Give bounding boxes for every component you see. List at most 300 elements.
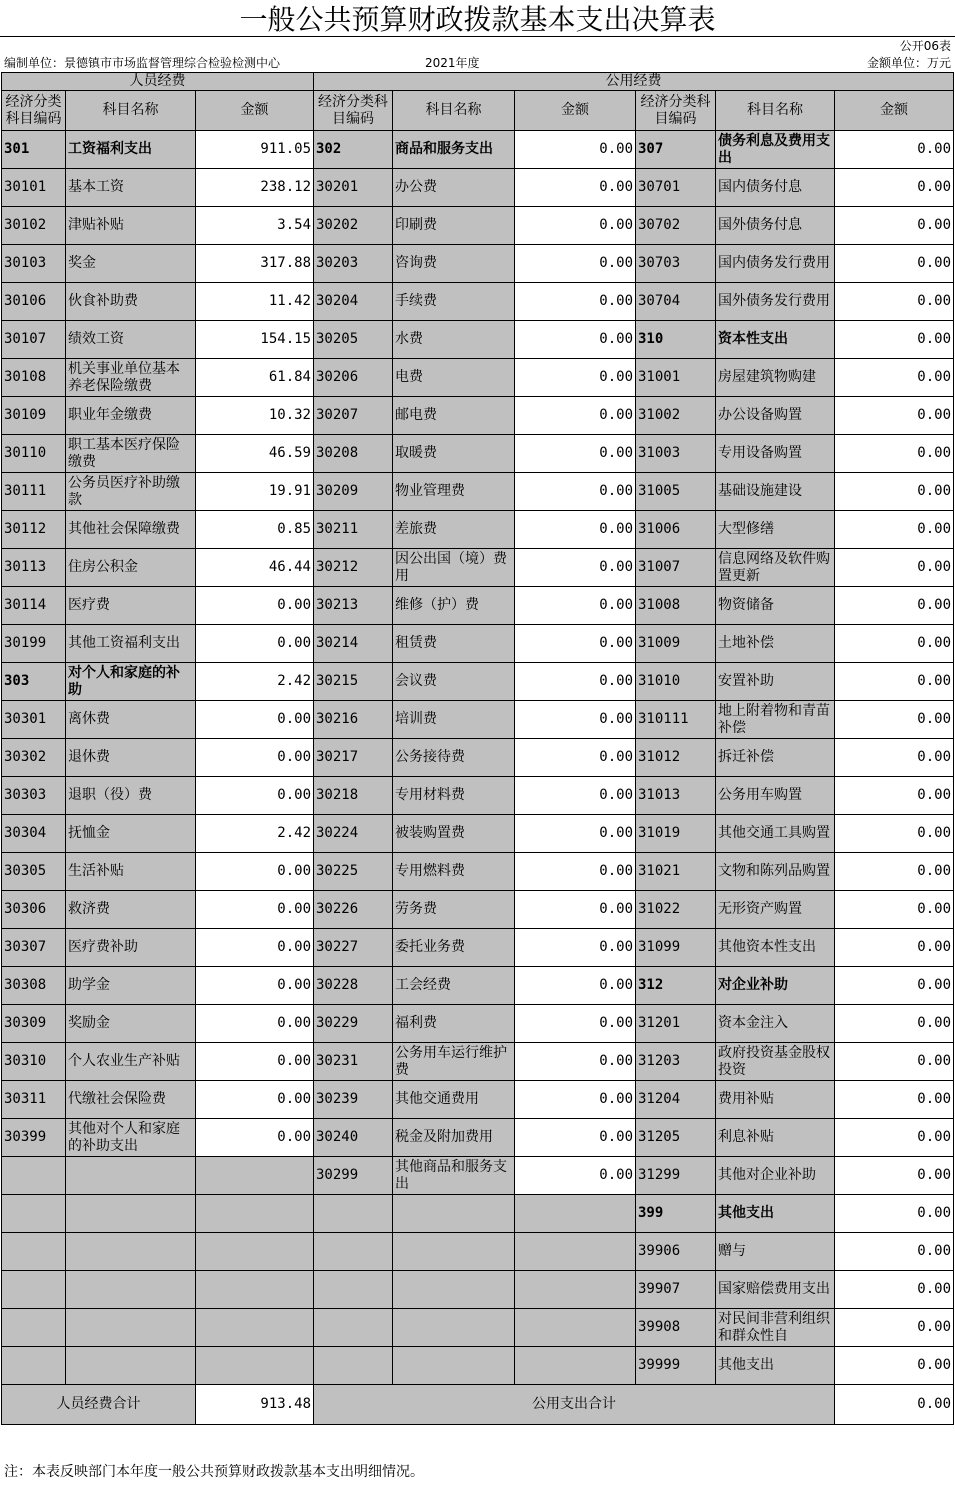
cell-name: 委托业务费 [393,929,515,967]
cell-name: 对民间非营利组织和群众性自 [716,1309,835,1347]
cell-amount [196,1347,314,1385]
cell-code [2,1347,66,1385]
table-row [2,207,954,245]
table-row [2,587,954,625]
cell-amount: 0.00 [835,777,954,815]
cell-amount: 0.00 [835,1043,954,1081]
cell-amount: 0.00 [515,359,636,397]
cell-name: 奖励金 [66,1005,196,1043]
header-code-1: 经济分类科目编码 [2,91,66,131]
cell-amount: 0.00 [515,397,636,435]
table-row [2,1233,954,1271]
cell-amount: 0.00 [835,511,954,549]
cell-amount: 0.00 [196,625,314,663]
cell-code: 30204 [314,283,393,321]
cell-name: 对企业补助 [716,967,835,1005]
table-row [2,131,954,169]
cell-amount [196,1157,314,1195]
table-row [2,891,954,929]
cell-amount: 0.00 [835,1271,954,1309]
cell-code: 30229 [314,1005,393,1043]
cell-amount: 0.00 [515,815,636,853]
column-header-row [2,91,954,131]
cell-code: 307 [636,131,716,169]
cell-code: 30306 [2,891,66,929]
cell-amount: 0.00 [196,1043,314,1081]
personnel-total-label: 人员经费合计 [2,1385,196,1425]
cell-code [2,1195,66,1233]
cell-code: 31003 [636,435,716,473]
cell-amount: 0.00 [835,853,954,891]
cell-amount: 238.12 [196,169,314,207]
cell-amount: 0.00 [835,625,954,663]
cell-code: 30217 [314,739,393,777]
table-row [2,321,954,359]
cell-amount: 0.00 [515,131,636,169]
cell-code: 303 [2,663,66,701]
cell-name: 对个人和家庭的补助 [66,663,196,701]
cell-amount: 0.00 [835,549,954,587]
reporting-unit: 编制单位：景德镇市市场监督管理综合检验检测中心 [4,56,281,70]
cell-amount: 0.85 [196,511,314,549]
cell-name: 咨询费 [393,245,515,283]
cell-amount: 0.00 [515,473,636,511]
cell-code: 30215 [314,663,393,701]
cell-name: 信息网络及软件购置更新 [716,549,835,587]
cell-name: 文物和陈列品购置 [716,853,835,891]
cell-name: 机关事业单位基本养老保险缴费 [66,359,196,397]
cell-code: 30213 [314,587,393,625]
table-row [2,435,954,473]
page-title: 一般公共预算财政拨款基本支出决算表 [239,3,716,36]
cell-name: 债务利息及费用支出 [716,131,835,169]
personnel-total-value: 913.48 [196,1385,314,1425]
header-amount-2: 金额 [515,91,636,131]
table-row [2,1043,954,1081]
cell-amount: 0.00 [835,587,954,625]
cell-name: 其他支出 [716,1347,835,1385]
cell-name [393,1233,515,1271]
cell-amount: 0.00 [515,207,636,245]
cell-code: 30212 [314,549,393,587]
cell-amount: 0.00 [515,1005,636,1043]
cell-name: 地上附着物和青苗补偿 [716,701,835,739]
cell-code [314,1233,393,1271]
table-row [2,625,954,663]
cell-amount: 0.00 [196,739,314,777]
cell-name: 专用材料费 [393,777,515,815]
cell-amount: 46.59 [196,435,314,473]
cell-amount: 317.88 [196,245,314,283]
cell-name: 专用设备购置 [716,435,835,473]
cell-code: 30208 [314,435,393,473]
cell-amount: 19.91 [196,473,314,511]
cell-code: 30110 [2,435,66,473]
cell-amount: 0.00 [515,169,636,207]
cell-amount: 0.00 [835,1119,954,1157]
cell-name: 培训费 [393,701,515,739]
table-number: 公开06表 [899,39,951,53]
cell-name: 伙食补助费 [66,283,196,321]
cell-name: 福利费 [393,1005,515,1043]
cell-name: 租赁费 [393,625,515,663]
table-row [2,1119,954,1157]
cell-code: 31009 [636,625,716,663]
cell-code: 30227 [314,929,393,967]
cell-code: 31012 [636,739,716,777]
cell-amount: 0.00 [835,169,954,207]
cell-amount: 0.00 [835,739,954,777]
table-row [2,967,954,1005]
cell-code: 30203 [314,245,393,283]
cell-name: 房屋建筑物购建 [716,359,835,397]
cell-name: 离休费 [66,701,196,739]
cell-code: 30214 [314,625,393,663]
cell-code: 30108 [2,359,66,397]
cell-name: 工资福利支出 [66,131,196,169]
cell-name: 奖金 [66,245,196,283]
cell-code: 31203 [636,1043,716,1081]
cell-amount: 0.00 [515,1157,636,1195]
table-row [2,777,954,815]
cell-amount: 0.00 [515,777,636,815]
cell-code [2,1233,66,1271]
cell-code: 30112 [2,511,66,549]
cell-amount: 0.00 [835,1233,954,1271]
cell-amount: 0.00 [835,815,954,853]
cell-name: 其他交通费用 [393,1081,515,1119]
cell-name: 其他支出 [716,1195,835,1233]
cell-name: 其他社会保障缴费 [66,511,196,549]
cell-amount: 0.00 [835,663,954,701]
cell-name: 其他工资福利支出 [66,625,196,663]
table-row [2,1195,954,1233]
table-row [2,815,954,853]
cell-name: 救济费 [66,891,196,929]
cell-name: 其他资本性支出 [716,929,835,967]
cell-name: 会议费 [393,663,515,701]
cell-code: 30304 [2,815,66,853]
cell-code: 30211 [314,511,393,549]
cell-code [314,1195,393,1233]
cell-name: 电费 [393,359,515,397]
cell-amount: 0.00 [835,245,954,283]
cell-amount: 0.00 [196,929,314,967]
cell-name [393,1347,515,1385]
cell-name: 绩效工资 [66,321,196,359]
cell-name: 国家赔偿费用支出 [716,1271,835,1309]
cell-code: 30239 [314,1081,393,1119]
cell-code: 30702 [636,207,716,245]
cell-code: 39908 [636,1309,716,1347]
cell-amount [515,1347,636,1385]
cell-code: 30216 [314,701,393,739]
cell-name: 国外债务付息 [716,207,835,245]
cell-amount [515,1195,636,1233]
cell-amount: 0.00 [196,1005,314,1043]
cell-code [314,1271,393,1309]
cell-amount: 911.05 [196,131,314,169]
cell-amount: 0.00 [835,473,954,511]
table-row [2,1005,954,1043]
cell-amount: 0.00 [835,283,954,321]
cell-code: 39999 [636,1347,716,1385]
table-row [2,1347,954,1385]
cell-name: 资本金注入 [716,1005,835,1043]
header-name-1: 科目名称 [66,91,196,131]
table-row [2,663,954,701]
cell-code: 39907 [636,1271,716,1309]
cell-code: 31204 [636,1081,716,1119]
cell-amount: 0.00 [835,891,954,929]
table-row [2,1309,954,1347]
cell-name: 职业年金缴费 [66,397,196,435]
cell-name: 工会经费 [393,967,515,1005]
table-row [2,1271,954,1309]
cell-amount [196,1233,314,1271]
cell-code: 30301 [2,701,66,739]
cell-name: 拆迁补偿 [716,739,835,777]
cell-name: 被装购置费 [393,815,515,853]
table-row [2,1081,954,1119]
cell-name: 基础设施建设 [716,473,835,511]
cell-name: 公务用车运行维护费 [393,1043,515,1081]
cell-name [66,1195,196,1233]
cell-amount: 0.00 [196,891,314,929]
cell-code: 302 [314,131,393,169]
cell-name: 政府投资基金股权投资 [716,1043,835,1081]
cell-code: 30228 [314,967,393,1005]
header-amount-1: 金额 [196,91,314,131]
header-name-2: 科目名称 [393,91,515,131]
cell-code: 31099 [636,929,716,967]
cell-code: 30302 [2,739,66,777]
cell-amount: 0.00 [835,1005,954,1043]
cell-amount: 0.00 [835,967,954,1005]
header-rule [0,36,955,37]
cell-code: 31001 [636,359,716,397]
cell-code: 30107 [2,321,66,359]
cell-code: 30103 [2,245,66,283]
cell-code: 30308 [2,967,66,1005]
cell-amount [515,1271,636,1309]
cell-amount: 0.00 [515,1119,636,1157]
cell-code: 30703 [636,245,716,283]
cell-amount: 0.00 [515,321,636,359]
table-row [2,853,954,891]
cell-amount: 0.00 [835,397,954,435]
cell-name [393,1195,515,1233]
cell-amount: 0.00 [515,625,636,663]
cell-code: 31005 [636,473,716,511]
cell-amount: 0.00 [835,1309,954,1347]
cell-name [66,1347,196,1385]
section-public: 公用经费 [314,73,954,91]
cell-name: 利息补贴 [716,1119,835,1157]
public-total-label: 公用支出合计 [314,1385,835,1425]
cell-name: 费用补贴 [716,1081,835,1119]
cell-name: 其他对个人和家庭的补助支出 [66,1119,196,1157]
cell-name: 取暖费 [393,435,515,473]
cell-amount: 0.00 [835,1195,954,1233]
cell-name: 助学金 [66,967,196,1005]
cell-name: 医疗费补助 [66,929,196,967]
cell-code: 30310 [2,1043,66,1081]
header-amount-3: 金额 [835,91,954,131]
cell-code: 30240 [314,1119,393,1157]
cell-name: 维修（护）费 [393,587,515,625]
cell-name: 退职（役）费 [66,777,196,815]
cell-name: 退休费 [66,739,196,777]
cell-code: 30226 [314,891,393,929]
cell-amount: 0.00 [515,701,636,739]
table-row [2,169,954,207]
cell-code: 30307 [2,929,66,967]
cell-amount: 61.84 [196,359,314,397]
cell-code: 30102 [2,207,66,245]
cell-amount: 0.00 [196,587,314,625]
cell-amount: 0.00 [196,1119,314,1157]
cell-amount: 0.00 [196,777,314,815]
cell-code: 310111 [636,701,716,739]
cell-name: 劳务费 [393,891,515,929]
cell-name: 国内债务发行费用 [716,245,835,283]
cell-code: 30111 [2,473,66,511]
cell-amount: 0.00 [835,435,954,473]
report-year: 2021年度 [425,56,480,70]
public-total-value: 0.00 [835,1385,954,1425]
cell-amount: 0.00 [515,283,636,321]
header-code-3: 经济分类科目编码 [636,91,716,131]
cell-code: 31010 [636,663,716,701]
cell-code: 399 [636,1195,716,1233]
cell-name: 因公出国（境）费用 [393,549,515,587]
cell-amount: 0.00 [835,1157,954,1195]
cell-name: 公务员医疗补助缴款 [66,473,196,511]
cell-code: 30299 [314,1157,393,1195]
table-row [2,1157,954,1195]
cell-code: 30201 [314,169,393,207]
cell-code: 31013 [636,777,716,815]
cell-code: 31008 [636,587,716,625]
cell-code: 301 [2,131,66,169]
cell-code [2,1309,66,1347]
cell-code: 30101 [2,169,66,207]
section-personnel: 人员经费 [2,73,314,91]
cell-code: 31022 [636,891,716,929]
table-row [2,929,954,967]
cell-name: 邮电费 [393,397,515,435]
cell-name [66,1233,196,1271]
cell-amount: 0.00 [515,929,636,967]
cell-name: 办公费 [393,169,515,207]
cell-amount [515,1309,636,1347]
cell-code: 30207 [314,397,393,435]
cell-code: 30113 [2,549,66,587]
cell-name: 其他对企业补助 [716,1157,835,1195]
cell-code: 31205 [636,1119,716,1157]
cell-code: 30399 [2,1119,66,1157]
cell-amount: 0.00 [515,435,636,473]
cell-name: 手续费 [393,283,515,321]
cell-code: 30202 [314,207,393,245]
cell-name: 大型修缮 [716,511,835,549]
cell-amount: 0.00 [835,321,954,359]
cell-name [66,1157,196,1195]
cell-code: 30114 [2,587,66,625]
cell-code: 31007 [636,549,716,587]
header-name-3: 科目名称 [716,91,835,131]
cell-code: 31201 [636,1005,716,1043]
cell-name: 公务用车购置 [716,777,835,815]
cell-name: 代缴社会保险费 [66,1081,196,1119]
cell-code: 30309 [2,1005,66,1043]
cell-amount: 0.00 [515,549,636,587]
cell-name: 无形资产购置 [716,891,835,929]
cell-code: 39906 [636,1233,716,1271]
cell-name: 赠与 [716,1233,835,1271]
cell-name: 国内债务付息 [716,169,835,207]
cell-code: 30224 [314,815,393,853]
amount-unit: 金额单位：万元 [866,56,951,70]
cell-amount: 46.44 [196,549,314,587]
cell-amount: 0.00 [835,929,954,967]
header-code-2: 经济分类科目编码 [314,91,393,131]
cell-amount: 0.00 [515,891,636,929]
expenditure-table [1,72,954,1425]
cell-name: 差旅费 [393,511,515,549]
cell-code: 30225 [314,853,393,891]
table-row [2,473,954,511]
cell-code: 30305 [2,853,66,891]
cell-amount: 0.00 [515,511,636,549]
cell-code: 30701 [636,169,716,207]
cell-amount: 0.00 [196,967,314,1005]
cell-name: 安置补助 [716,663,835,701]
cell-code: 30199 [2,625,66,663]
table-row [2,283,954,321]
cell-name: 资本性支出 [716,321,835,359]
cell-amount: 3.54 [196,207,314,245]
cell-amount: 0.00 [515,739,636,777]
cell-code [2,1271,66,1309]
cell-amount: 0.00 [196,853,314,891]
cell-amount: 0.00 [835,207,954,245]
cell-name [393,1271,515,1309]
table-row [2,511,954,549]
cell-amount: 0.00 [196,1081,314,1119]
cell-code: 30206 [314,359,393,397]
cell-code [2,1157,66,1195]
cell-code: 30205 [314,321,393,359]
cell-name: 抚恤金 [66,815,196,853]
cell-name [66,1309,196,1347]
table-row [2,245,954,283]
cell-name [393,1309,515,1347]
cell-code: 31019 [636,815,716,853]
cell-name: 个人农业生产补贴 [66,1043,196,1081]
cell-name: 其他交通工具购置 [716,815,835,853]
cell-amount: 0.00 [515,1043,636,1081]
cell-code: 30106 [2,283,66,321]
cell-name: 生活补贴 [66,853,196,891]
cell-amount [196,1271,314,1309]
cell-name: 基本工资 [66,169,196,207]
cell-name: 水费 [393,321,515,359]
cell-amount: 0.00 [515,967,636,1005]
cell-name: 医疗费 [66,587,196,625]
cell-name: 物资储备 [716,587,835,625]
